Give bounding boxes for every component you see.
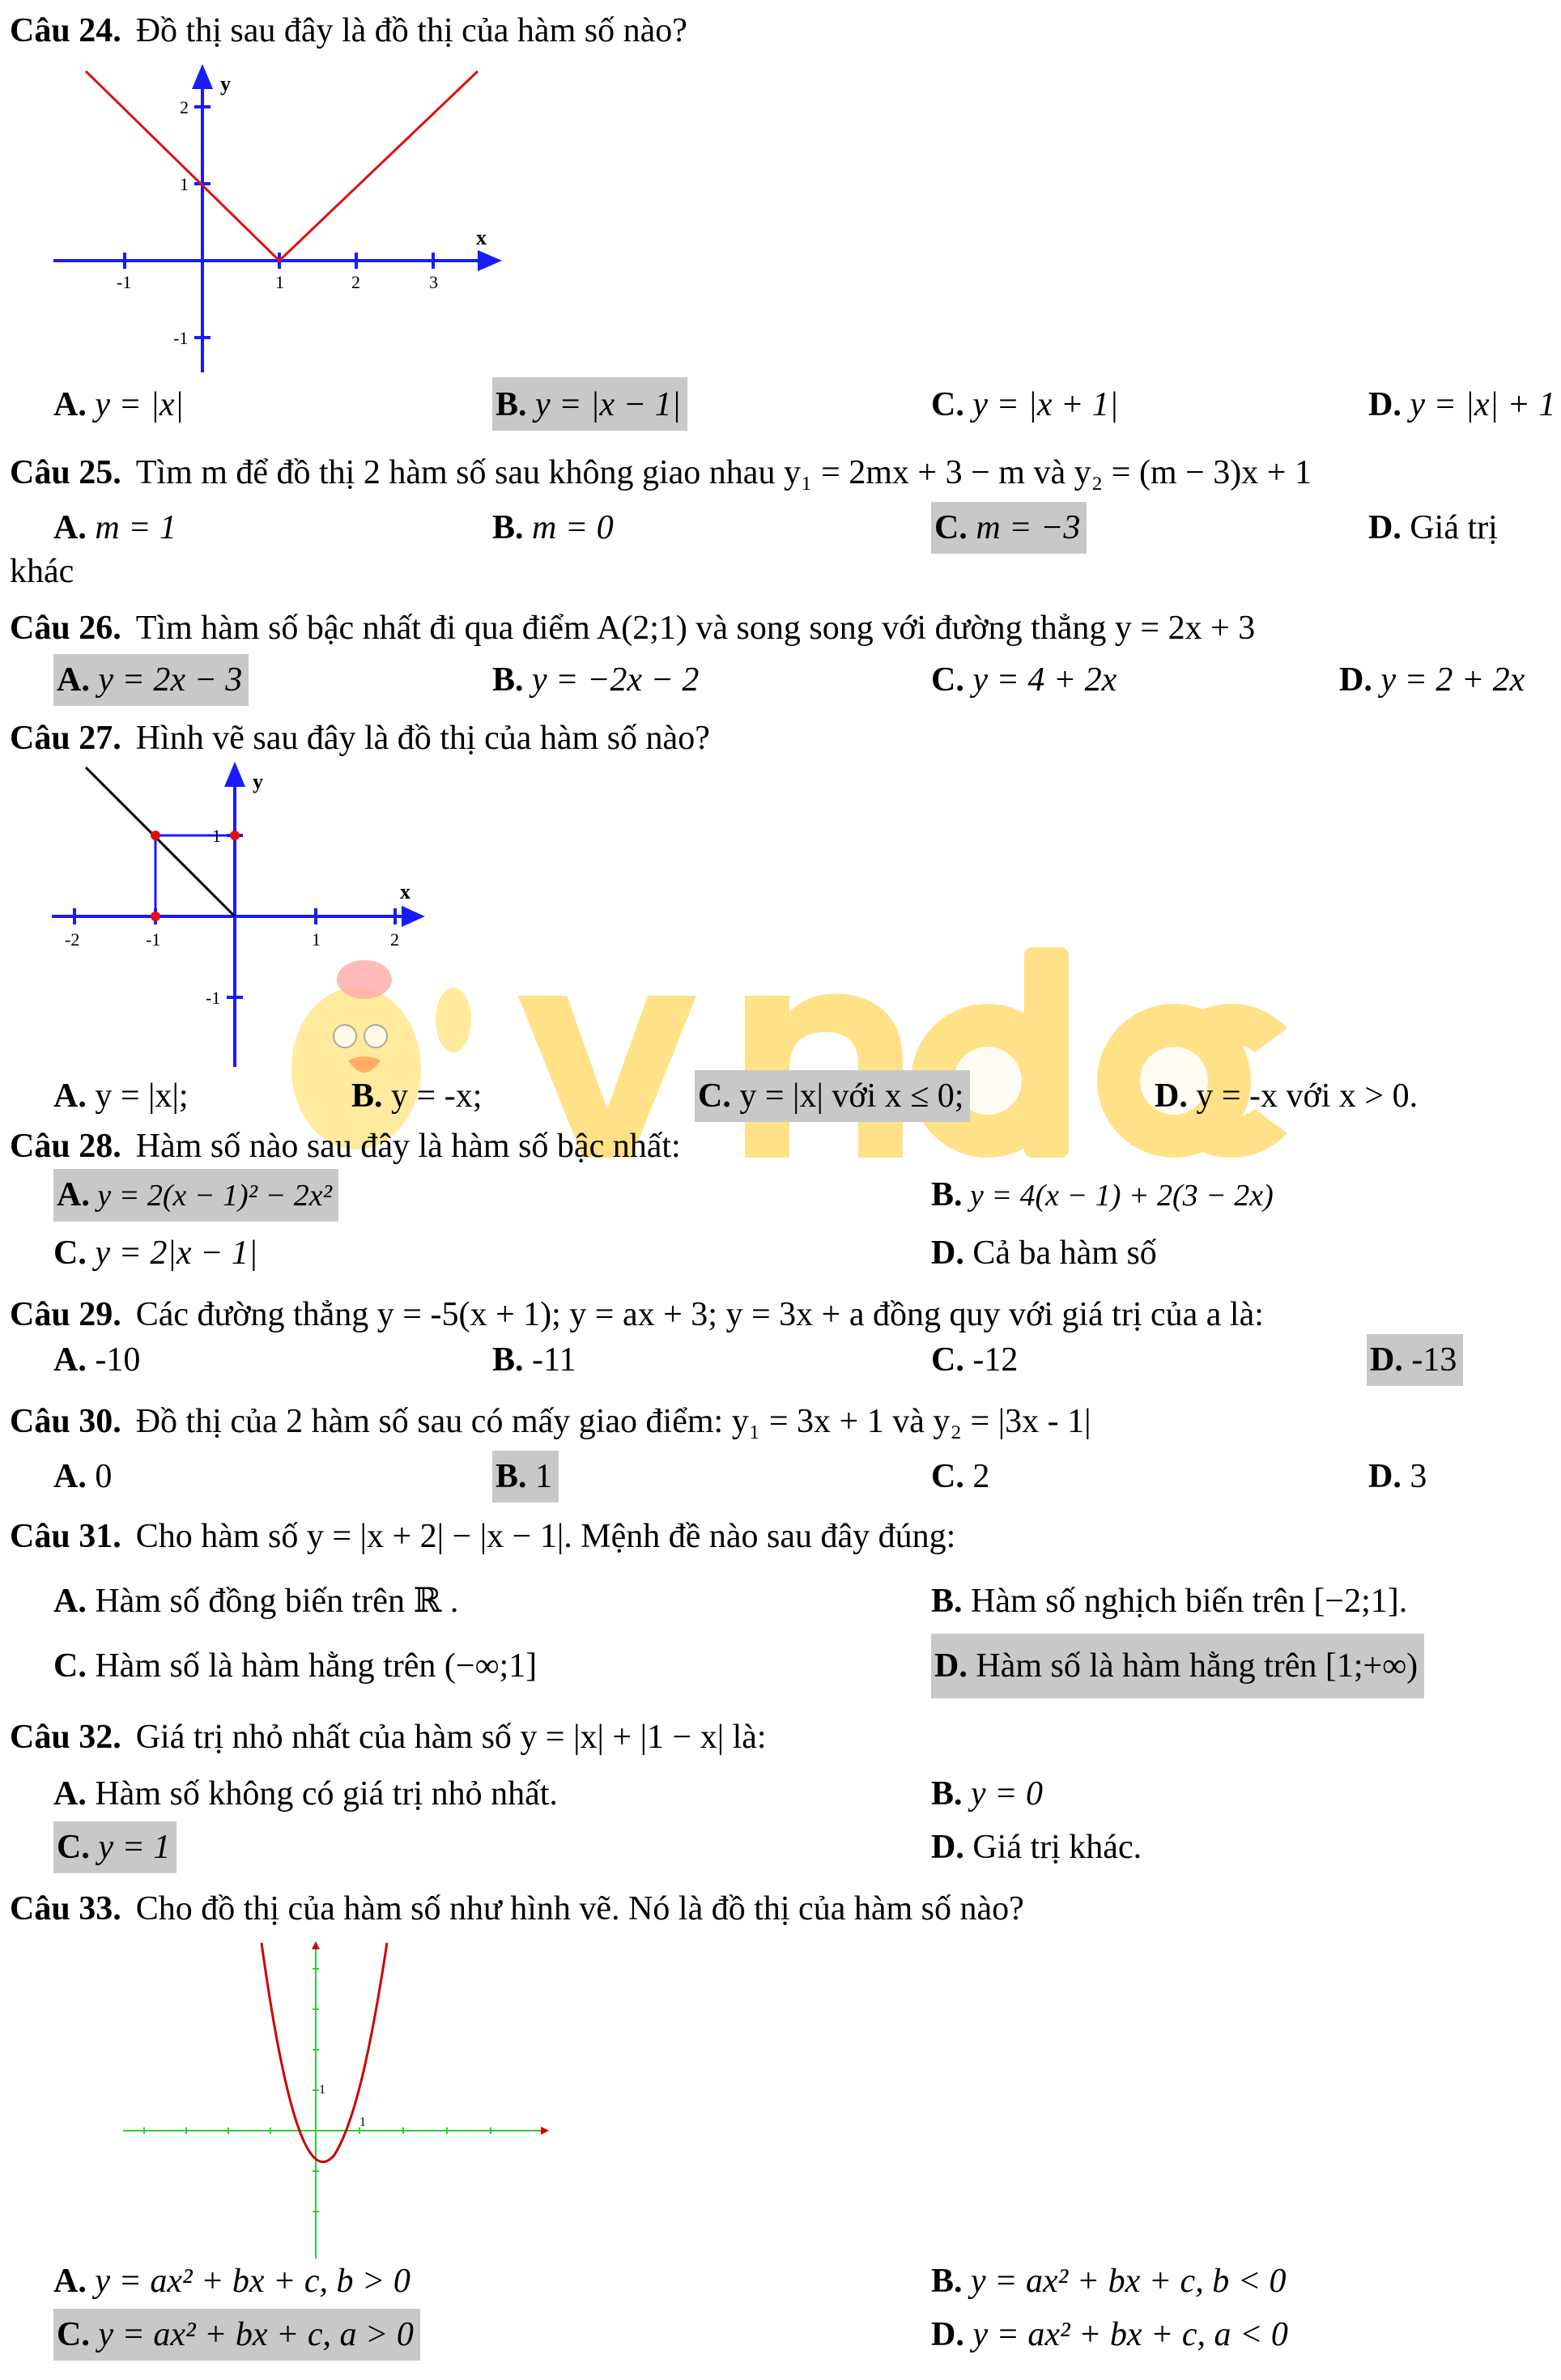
option-b[interactable]: B. y = −2x − 2 xyxy=(492,661,700,699)
question-number: Câu 33. xyxy=(10,1890,121,1927)
question-25 xyxy=(10,450,1312,495)
option-b[interactable]: B. m = 0 xyxy=(492,509,614,546)
x-tick-label: 2 xyxy=(390,929,399,950)
option-d[interactable]: D. Cả ba hàm số xyxy=(931,1235,1157,1272)
graph-line xyxy=(86,71,478,261)
option-b[interactable]: B. Hàm số nghịch biến trên [−2;1]. xyxy=(931,1583,1408,1620)
x-tick-label: -1 xyxy=(117,272,132,292)
question-text: Cho hàm số y = |x + 2| − |x − 1|. Mệnh đề nào sau đây đúng: xyxy=(135,1518,956,1555)
question-33 xyxy=(10,1886,1024,1932)
y-axis-arrow xyxy=(312,1941,320,1949)
option-d[interactable]: D. y = -x với x > 0. xyxy=(1155,1077,1419,1115)
option-a[interactable]: A. y = 2(x − 1)² − 2x² xyxy=(53,1169,338,1222)
option-c[interactable]: C. m = −3 xyxy=(931,502,1087,554)
question-24 xyxy=(10,8,687,53)
option-d-wrap: khác xyxy=(10,553,74,590)
option-d[interactable]: D. y = |x| + 1 xyxy=(1368,386,1556,423)
option-a[interactable]: A. -10 xyxy=(53,1341,141,1379)
option-c[interactable]: C. y = |x + 1| xyxy=(931,386,1119,423)
option-d[interactable]: D. -13 xyxy=(1367,1334,1463,1386)
question-32 xyxy=(10,1715,767,1760)
question-number: Câu 28. xyxy=(10,1128,121,1165)
option-d[interactable]: D. y = 2 + 2x xyxy=(1339,661,1525,699)
option-b[interactable]: B. y = 4(x − 1) + 2(3 − 2x) xyxy=(931,1176,1274,1213)
option-a[interactable]: A. y = |x| xyxy=(53,386,185,423)
option-a[interactable]: A. y = |x|; xyxy=(53,1077,189,1115)
question-text: Hình vẽ sau đây là đồ thị của hàm số nào? xyxy=(135,720,710,757)
x-axis-label: x xyxy=(400,880,410,903)
question-30 xyxy=(10,1399,1091,1444)
option-a[interactable]: A. y = ax² + bx + c, b > 0 xyxy=(53,2263,410,2300)
question-28 xyxy=(10,1124,681,1169)
option-b[interactable]: B. y = |x − 1| xyxy=(492,377,687,431)
question-31 xyxy=(10,1514,955,1559)
question-number: Câu 26. xyxy=(10,610,121,647)
point xyxy=(230,831,240,840)
question-number: Câu 25. xyxy=(10,454,121,491)
option-c[interactable]: C. y = ax² + bx + c, a > 0 xyxy=(53,2309,420,2361)
option-d[interactable]: D. y = ax² + bx + c, a < 0 xyxy=(931,2316,1288,2353)
question-text: Đồ thị của 2 hàm số sau có mấy giao điểm: y₁ = 3x + 1 và y₂ = |3x - 1| xyxy=(135,1403,1091,1440)
y-tick-label: 1 xyxy=(319,2083,325,2097)
question-number: Câu 27. xyxy=(10,720,121,757)
option-d[interactable]: D. Giá trị xyxy=(1368,509,1498,546)
question-text: Tìm hàm số bậc nhất đi qua điểm A(2;1) và song song với đường thẳng y = 2x + 3 xyxy=(135,610,1256,647)
option-c[interactable]: C. 2 xyxy=(931,1458,990,1495)
chicken-mascot-icon xyxy=(291,960,471,1150)
y-axis-label: y xyxy=(253,770,263,793)
x-axis-arrow xyxy=(479,253,498,269)
x-tick-label: 1 xyxy=(275,272,284,292)
graph-q24 xyxy=(49,65,502,380)
x-tick-label: 3 xyxy=(429,272,438,292)
question-26 xyxy=(10,606,1255,651)
x-axis-arrow xyxy=(403,908,421,924)
y-tick-label: -1 xyxy=(206,988,221,1008)
y-tick-label: 1 xyxy=(212,826,221,846)
parabola xyxy=(262,1943,387,2162)
graph-q33 xyxy=(120,1936,557,2260)
x-tick-label: -1 xyxy=(146,929,161,950)
y-tick-label: -1 xyxy=(173,328,189,348)
question-text: Tìm m để đồ thị 2 hàm số sau không giao nhau y₁ = 2mx + 3 − m và y₂ = (m − 3)x + 1 xyxy=(135,454,1312,491)
option-a[interactable]: A. Hàm số đồng biến trên ℝ . xyxy=(53,1583,459,1620)
question-27 xyxy=(10,716,710,761)
option-c[interactable]: C. -12 xyxy=(931,1341,1019,1379)
question-number: Câu 29. xyxy=(10,1296,121,1333)
y-tick-label: 1 xyxy=(180,174,189,194)
question-number: Câu 31. xyxy=(10,1518,121,1555)
question-number: Câu 24. xyxy=(10,12,121,49)
y-axis-arrow xyxy=(227,766,243,785)
y-axis-label: y xyxy=(220,72,231,96)
question-text: Cho đồ thị của hàm số như hình vẽ. Nó là đồ thị của hàm số nào? xyxy=(135,1890,1024,1927)
option-d[interactable]: D. Giá trị khác. xyxy=(931,1829,1142,1866)
point xyxy=(151,831,160,840)
point xyxy=(151,912,160,921)
option-a[interactable]: A. 0 xyxy=(53,1458,113,1495)
x-tick-label: 1 xyxy=(312,929,321,950)
option-a[interactable]: A. m = 1 xyxy=(53,509,177,546)
x-tick-label: 2 xyxy=(351,272,360,292)
option-b[interactable]: B. 1 xyxy=(492,1451,559,1502)
question-text: Các đường thẳng y = -5(x + 1); y = ax + 3; y = 3x + a đồng quy với giá trị của a là: xyxy=(135,1296,1264,1333)
option-a[interactable]: A. Hàm số không có giá trị nhỏ nhất. xyxy=(53,1775,558,1813)
option-c[interactable]: C. y = 4 + 2x xyxy=(931,661,1117,699)
option-b[interactable]: B. -11 xyxy=(492,1341,576,1379)
question-number: Câu 30. xyxy=(10,1403,121,1440)
x-axis-label: x xyxy=(476,226,487,249)
option-a[interactable]: A. y = 2x − 3 xyxy=(53,654,249,706)
y-tick-label: 2 xyxy=(180,97,189,117)
option-d[interactable]: D. Hàm số là hàm hằng trên [1;+∞) xyxy=(931,1634,1424,1698)
x-tick-label: 1 xyxy=(359,2115,366,2129)
question-text: Hàm số nào sau đây là hàm số bậc nhất: xyxy=(135,1128,681,1165)
question-number: Câu 32. xyxy=(10,1719,121,1756)
option-b[interactable]: B. y = -x; xyxy=(351,1077,483,1115)
option-b[interactable]: B. y = 0 xyxy=(931,1775,1043,1813)
option-c[interactable]: C. y = 2|x − 1| xyxy=(53,1235,258,1272)
x-axis-arrow xyxy=(541,2127,549,2135)
x-tick-label: -2 xyxy=(65,929,80,950)
y-axis-arrow xyxy=(194,68,211,87)
question-29 xyxy=(10,1292,1264,1337)
option-b[interactable]: B. y = ax² + bx + c, b < 0 xyxy=(931,2263,1287,2300)
option-d[interactable]: D. 3 xyxy=(1368,1458,1427,1495)
question-text: Giá trị nhỏ nhất của hàm số y = |x| + |1 − x| là: xyxy=(135,1719,767,1756)
option-c[interactable]: C. Hàm số là hàm hằng trên (−∞;1] xyxy=(53,1647,538,1685)
question-text: Đồ thị sau đây là đồ thị của hàm số nào? xyxy=(135,12,687,49)
option-c[interactable]: C. y = 1 xyxy=(53,1821,177,1873)
option-c[interactable]: C. y = |x| với x ≤ 0; xyxy=(695,1070,970,1122)
